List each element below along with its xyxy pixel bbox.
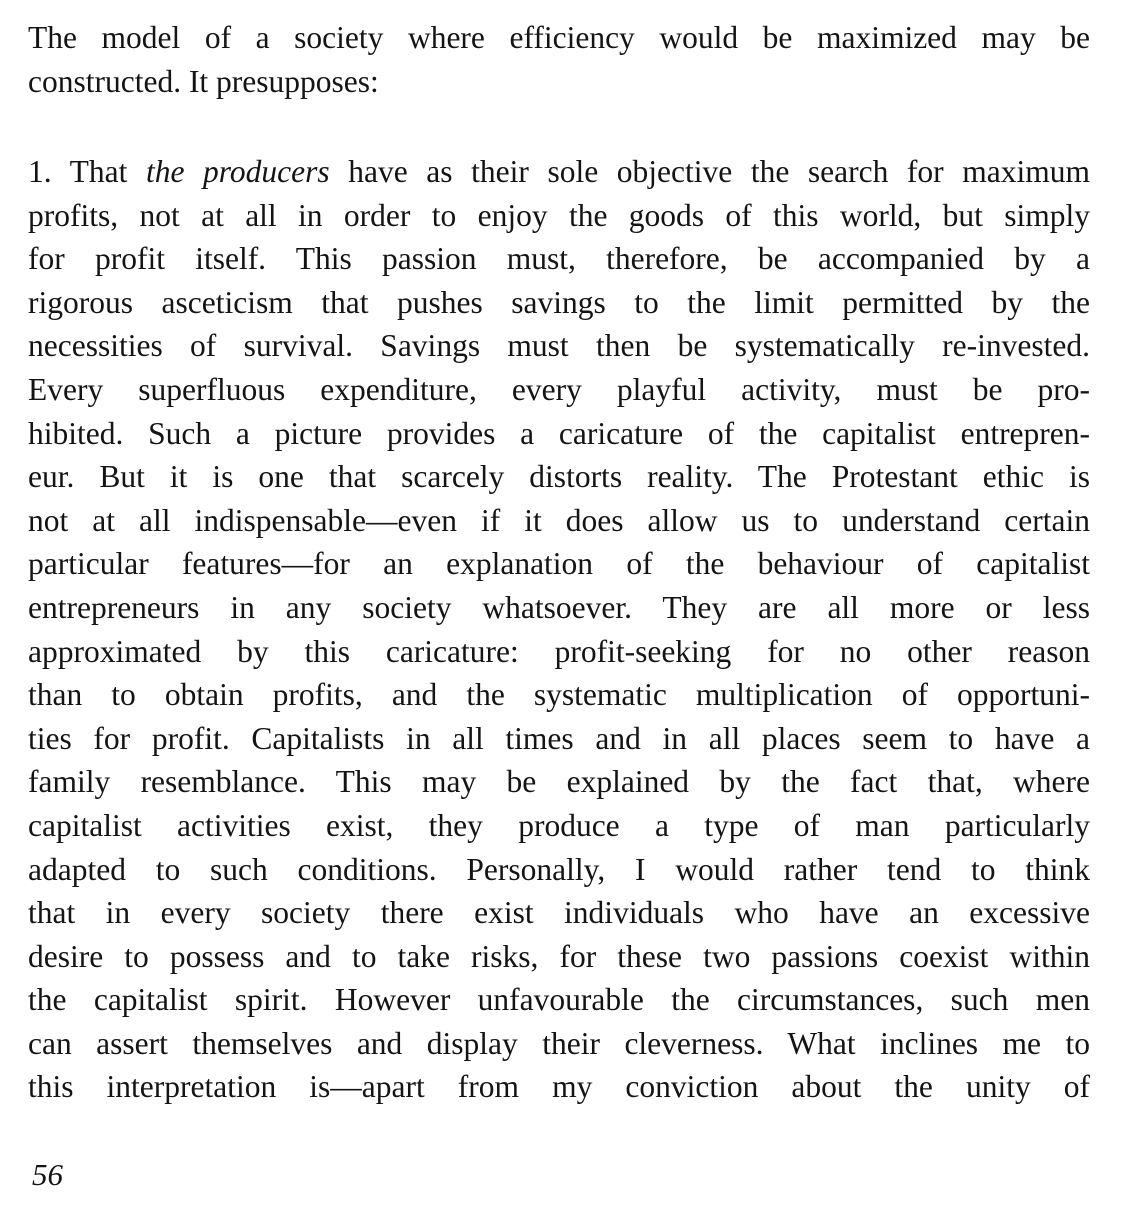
italic-phrase: the producers [145, 154, 330, 189]
text-line: this interpretation is—apart from my conviction about the unity of [28, 1069, 1090, 1105]
text-line: The model of a society where efficiency would be maximized may be [28, 20, 1090, 55]
text-line: capitalist activities exist, they produce a type of man particularly [28, 807, 1090, 843]
text-line: entrepreneurs in any society whatsoever. They are all more or less [28, 589, 1090, 625]
text-line: profits, not at all in order to enjoy the goods of this world, but simply [28, 197, 1090, 233]
text-line: adapted to such conditions. Personally, I would rather tend to think [28, 851, 1090, 887]
text-line: that in every society there exist individuals who have an excessive [28, 895, 1090, 931]
text-line: hibited. Such a picture provides a caricature of the capitalist entrepren- [28, 415, 1090, 451]
text-line: for profit itself. This passion must, therefore, be accompanied by a [28, 241, 1090, 277]
text-line: ties for profit. Capitalists in all times and in all places seem to have a [28, 720, 1090, 756]
text-line: not at all indispensable—even if it does allow us to understand certain [28, 502, 1090, 538]
text-line: necessities of survival. Savings must then be systematically re-invested. [28, 328, 1090, 364]
text-line: than to obtain profits, and the systematic multiplication of opportuni- [28, 677, 1090, 713]
text-line: the capitalist spirit. However unfavourable the circumstances, such men [28, 982, 1090, 1018]
text-line: eur. But it is one that scarcely distorts reality. The Protestant ethic is [28, 459, 1090, 495]
text-line: particular features—for an explanation of the behaviour of capitalist [28, 546, 1090, 582]
text-fragment: That [69, 154, 128, 189]
text-fragment: have as their sole objective the search for maximum [348, 154, 1090, 189]
list-number: 1. [28, 154, 52, 189]
text-line: can assert themselves and display their cleverness. What inclines me to [28, 1025, 1090, 1061]
text-line: rigorous asceticism that pushes savings to the limit permitted by the [28, 284, 1090, 320]
point-1-paragraph [28, 150, 1090, 1109]
text-line: family resemblance. This may be explained by the fact that, where [28, 764, 1090, 800]
text-line: approximated by this caricature: profit-seeking for no other reason [28, 633, 1090, 669]
page-number: 56 [32, 1157, 63, 1192]
text-line-first [28, 150, 1090, 194]
intro-paragraph [28, 16, 1090, 103]
text-line: constructed. It presupposes: [28, 63, 379, 99]
text-line: desire to possess and to take risks, for these two passions coexist within [28, 938, 1090, 974]
text-line: Every superfluous expenditure, every playful activity, must be pro- [28, 371, 1090, 407]
